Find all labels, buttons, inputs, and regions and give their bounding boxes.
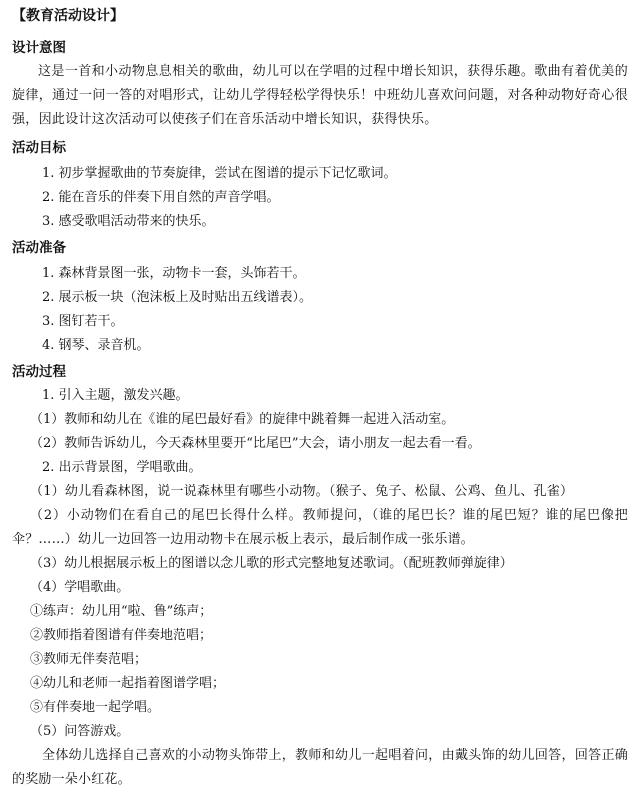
singing-step-3: ③教师无伴奏范唱；: [30, 652, 148, 667]
goals-list: [12, 162, 628, 234]
process-step-1-2: （2）教师告诉幼儿，今天森林里要开“比尾巴”大会，请小朋友一起去看一看。: [30, 436, 481, 451]
process-step-2-3: （3）幼儿根据展示板上的图谱以念儿歌的形式完整地复述歌词。（配班教师弹旋律）: [30, 556, 513, 571]
intent-paragraph: 这是一首和小动物息息相关的歌曲，幼儿可以在学唱的过程中增长知识，获得乐趣。歌曲有着优美的旋律，通过一问一答的对唱形式，让幼儿学得轻松学得快乐！中班幼儿喜欢问问题，对各种动物好奇心很强，因此设计这次活动可以使孩子们在音乐活动中增长知识，获得快乐。: [12, 64, 628, 127]
process-step-2: 2. 出示背景图，学唱歌曲。: [42, 460, 202, 475]
prep-item: 1. 森林背景图一张，动物卡一套，头饰若干。: [42, 266, 306, 281]
prep-list: [12, 262, 628, 358]
prep-item: 3. 图钉若干。: [42, 314, 124, 329]
process-step-1-1: （1）教师和幼儿在《谁的尾巴最好看》的旋律中跳着舞一起进入活动室。: [30, 412, 455, 427]
goal-item: 1. 初步掌握歌曲的节奏旋律，尝试在图谱的提示下记忆歌词。: [42, 166, 397, 181]
goal-item: 3. 感受歌唱活动带来的快乐。: [42, 214, 215, 229]
section-title-goals: 活动目标: [12, 140, 66, 156]
singing-step-4: ④幼儿和老师一起指着图谱学唱；: [30, 676, 226, 691]
goal-item: 2. 能在音乐的伴奏下用自然的声音学唱。: [42, 190, 280, 205]
singing-step-5: ⑤有伴奏地一起学唱。: [30, 700, 161, 715]
process-step-2-4: （4）学唱歌曲。: [30, 580, 130, 595]
section-title-process: 活动过程: [12, 364, 66, 380]
section-title-intent: 设计意图: [12, 40, 66, 56]
singing-step-2: ②教师指着图谱有伴奏地范唱；: [30, 628, 213, 643]
prep-item: 2. 展示板一块（泡沫板上及时贴出五线谱表）。: [42, 290, 313, 305]
process-body: [12, 384, 628, 792]
document-header: 【教育活动设计】: [12, 8, 124, 24]
process-final-paragraph: 全体幼儿选择自己喜欢的小动物头饰带上，教师和幼儿一起唱着问，由戴头饰的幼儿回答，回答正确的奖励一朵小红花。: [12, 748, 628, 787]
process-step-2-1: （1）幼儿看森林图，说一说森林里有哪些小动物。（猴子、兔子、松鼠、公鸡、鱼儿、孔雀）: [30, 484, 574, 499]
singing-step-1: ①练声：幼儿用“啦、鲁”练声；: [30, 604, 213, 619]
section-title-prep: 活动准备: [12, 240, 66, 256]
process-step-2-5: （5）问答游戏。: [30, 724, 130, 739]
process-step-2-2: （2）小动物们在看自己的尾巴长得什么样。教师提问，（谁的尾巴长？谁的尾巴短？谁的尾巴像把伞？……）幼儿一边回答一边用动物卡在展示板上表示，最后制作成一张乐谱。: [12, 508, 628, 547]
process-step-1: 1. 引入主题，激发兴趣。: [42, 388, 189, 403]
prep-item: 4. 钢琴、录音机。: [42, 338, 150, 353]
